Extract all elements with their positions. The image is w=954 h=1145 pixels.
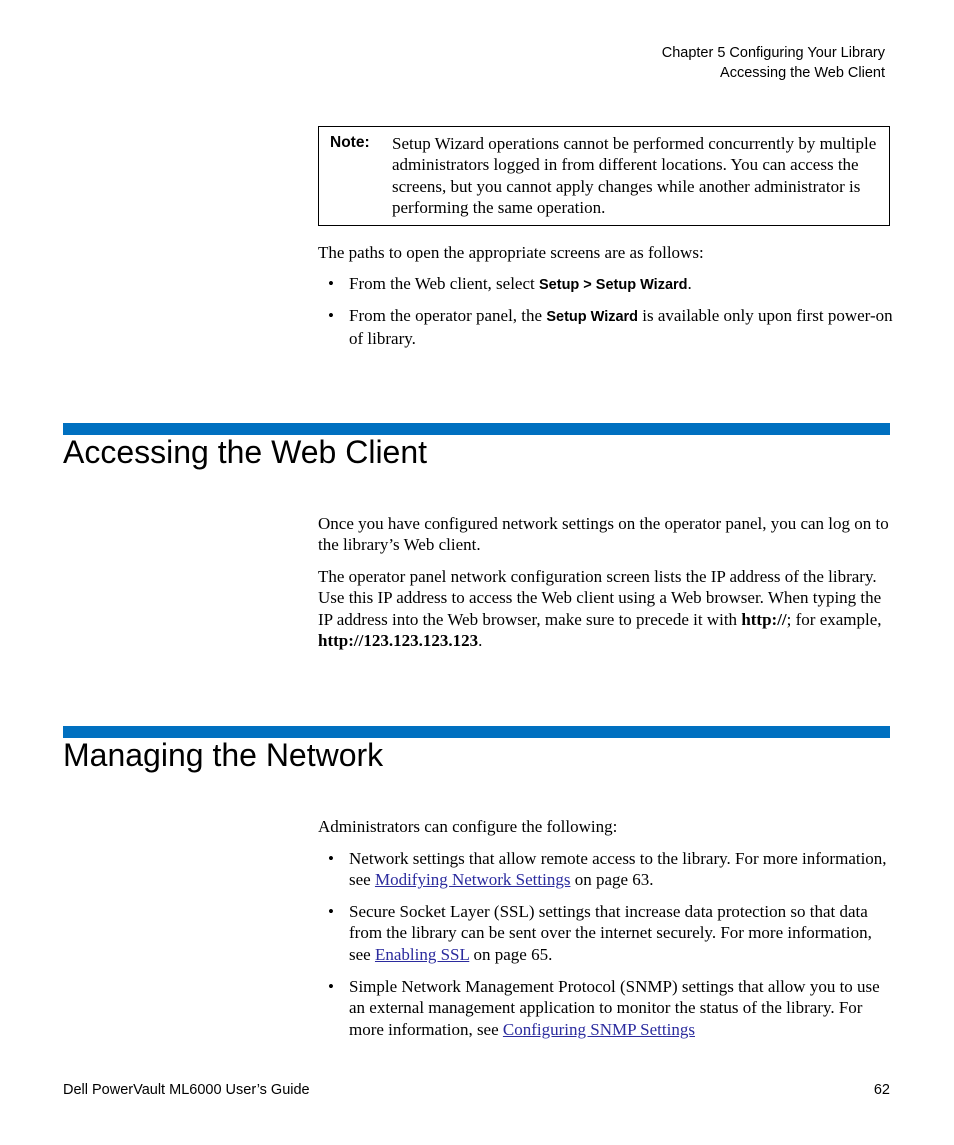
text: .	[687, 274, 692, 293]
page-number: 62	[873, 1082, 890, 1098]
network-item-ssl	[349, 901, 894, 965]
bullet: •	[328, 977, 334, 996]
link-configuring-snmp-settings[interactable]: Configuring SNMP Settings	[502, 1019, 695, 1039]
text: From the operator panel, the	[349, 306, 547, 325]
note-box	[318, 126, 890, 226]
code-http: http://	[741, 609, 787, 629]
bullet: •	[328, 274, 334, 293]
text: on page 65.	[469, 944, 553, 964]
web-client-para-2	[318, 566, 892, 651]
text: The operator panel network configuration screen lists the IP address of the library. Use this IP address to access the Web client using a Web browser. When typing the IP address into the Web browser, make sure to precede it with	[318, 567, 882, 629]
note-text: Setup Wizard operations cannot be performed concurrently by multiple administrators logged in from different locations. You can access the screens, but you cannot apply changes while another administrator is performing the same operation.	[392, 134, 877, 217]
text: is available only upon first power-on of library.	[349, 306, 893, 349]
bullet: •	[328, 306, 334, 325]
web-client-para-1: Once you have configured network settings on the operator panel, you can log on to the library’s Web client.	[318, 514, 889, 555]
text: Simple Network Management Protocol (SNMP) settings that allow you to use an external management application to monitor the status of the library. For more information, see	[349, 977, 880, 1039]
paths-intro: The paths to open the appropriate screens are as follows:	[318, 243, 704, 262]
text: on page 63.	[570, 870, 654, 890]
paths-item-operator-panel	[349, 305, 894, 350]
network-intro: Administrators can configure the following:	[318, 817, 618, 836]
link-modifying-network-settings[interactable]: Modifying Network Settings	[374, 870, 571, 890]
ui-path-setup-wizard: Setup > Setup Wizard	[539, 277, 688, 293]
network-item-snmp	[349, 976, 894, 1040]
heading-accessing-web-client: Accessing the Web Client	[63, 434, 428, 470]
bullet: •	[328, 902, 334, 921]
text: From the Web client, select	[349, 274, 539, 293]
paths-item-web-client	[349, 273, 894, 296]
running-header-section: Accessing the Web Client	[720, 65, 885, 81]
code-example-url: http://123.123.123.123	[318, 630, 479, 650]
ui-setup-wizard: Setup Wizard	[546, 309, 639, 325]
link-enabling-ssl[interactable]: Enabling SSL	[374, 944, 470, 964]
note-label: Note:	[330, 134, 370, 151]
footer-title: Dell PowerVault ML6000 User’s Guide	[63, 1082, 310, 1098]
network-item-settings	[349, 848, 894, 891]
heading-managing-network: Managing the Network	[63, 737, 384, 773]
running-header-chapter: Chapter 5 Configuring Your Library	[661, 45, 885, 61]
text: Network settings that allow remote access to the library. For more information, see	[349, 849, 887, 890]
text: Secure Socket Layer (SSL) settings that increase data protection so that data from the library can be sent over the internet securely. For more information, see	[349, 902, 872, 964]
text: ; for example,	[786, 609, 882, 629]
text: .	[478, 630, 483, 650]
bullet: •	[328, 849, 334, 868]
